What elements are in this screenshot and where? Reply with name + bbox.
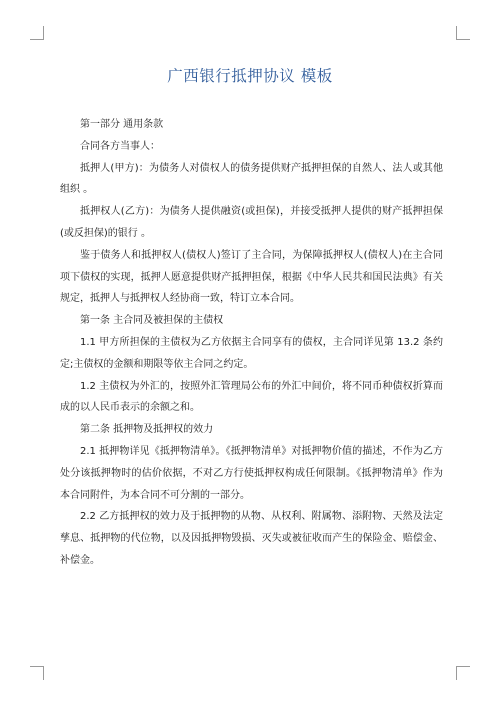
crop-mark-top-right (456, 26, 470, 40)
clause-1-2: 1.2 主债权为外汇的，按照外汇管理局公布的外汇中间价，将不同币种债权折算而成的以人民币表示的余额之和。 (60, 380, 443, 414)
document-body (60, 114, 443, 572)
document-title: 广西银行抵押协议 模板 (167, 67, 333, 85)
article-2-heading: 第二条 抵押物及抵押权的效力 (80, 424, 214, 436)
recital-paragraph: 鉴于债务人和抵押权人(债权人)签订了主合同，为保障抵押权人(债权人)在主合同项下债权的实现，抵押人愿意提供财产抵押担保，根据《中华人民共和国民法典》有关规定，抵押人与抵押权人经协商一致，特订立本合同。 (60, 249, 443, 305)
crop-mark-bottom-left (30, 666, 44, 680)
clause-2-2: 2.2 乙方抵押权的效力及于抵押物的从物、从权利、附属物、添附物、天然及法定孳息、抵押物的代位物，以及因抵押物毁损、灭失或被征收而产生的保险金、赔偿金、补偿金。 (60, 511, 443, 566)
section-heading: 第一部分 通用条款 (80, 119, 164, 130)
crop-mark-bottom-right (456, 666, 470, 680)
parties-label: 合同各方当事人： (80, 140, 160, 152)
mortgagee-definition: 抵押权人(乙方)：为债务人提供融资(或担保)，并接受抵押人提供的财产抵押担保(或反担保)的银行 。 (60, 206, 443, 239)
crop-mark-top-left (30, 26, 44, 40)
clause-1-1: 1.1 甲方所担保的主债权为乙方依据主合同享有的债权，主合同详见第 13.2 条约定;主债权的金额和期限等依主合同之约定。 (60, 336, 443, 370)
mortgagor-definition: 抵押人(甲方)：为债务人对债权人的债务提供财产抵押担保的自然人、法人或其他组织 。 (60, 162, 443, 196)
clause-2-1: 2.1 抵押物详见《抵押物清单》。《抵押物清单》对抵押物价值的描述，不作为乙方处分该抵押物时的估价依据，不对乙方行使抵押权构成任何限制。《抵押物清单》作为本合同附件，为本合同不可分割的一部分。 (60, 445, 443, 501)
article-1-heading: 第一条 主合同及被担保的主债权 (80, 315, 224, 327)
